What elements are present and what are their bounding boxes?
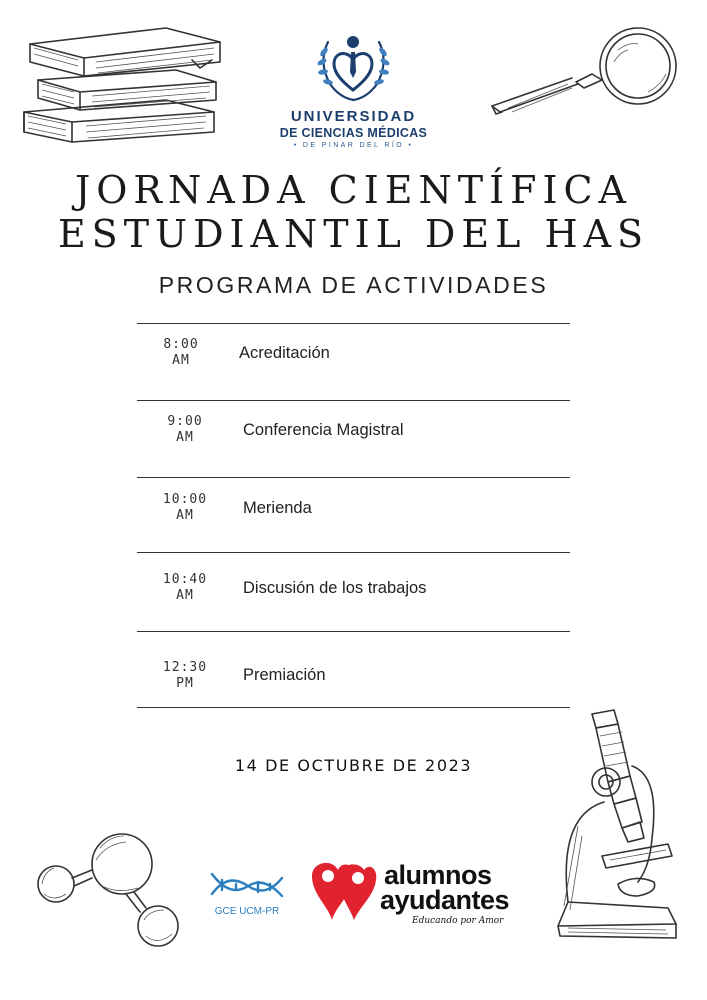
schedule-time [153, 337, 209, 369]
schedule-activity: Merienda [243, 499, 312, 517]
program-subtitle: PROGRAMA DE ACTIVIDADES [158, 272, 549, 298]
university-logo-icon [300, 28, 407, 108]
schedule-row [137, 324, 570, 400]
university-name-line1: UNIVERSIDAD [290, 108, 417, 125]
brand-word-ayudantes: ayudantes [380, 885, 510, 915]
schedule-time [157, 414, 213, 446]
university-name-line3: • DE PINAR DEL RÍO • [293, 142, 414, 149]
time-period: AM [176, 430, 194, 445]
event-title-line1: JORNADA CIENTÍFICA [74, 168, 632, 212]
schedule-activity: Acreditación [239, 344, 330, 362]
time-value: 10:00 [162, 492, 208, 507]
divider [137, 707, 570, 708]
time-value: 12:30 [162, 660, 208, 675]
time-period: AM [172, 353, 190, 368]
magnifier-icon [488, 22, 693, 122]
molecule-icon [26, 822, 192, 958]
schedule-activity: Premiación [243, 666, 326, 684]
schedule-time [157, 492, 213, 524]
schedule-activity: Discusión de los trabajos [243, 579, 427, 597]
brand-tagline: Educando por Amor [412, 916, 504, 926]
time-period: AM [176, 508, 194, 523]
schedule-row [137, 632, 570, 708]
schedule-activity: Conferencia Magistral [243, 421, 404, 439]
schedule-time [157, 572, 213, 604]
schedule-time [157, 660, 213, 692]
alumnos-ayudantes-logo-icon [306, 856, 378, 926]
schedule-row [137, 401, 570, 477]
time-value: 9:00 [167, 414, 203, 429]
schedule-row [137, 478, 570, 554]
microscope-icon [548, 706, 698, 942]
time-value: 8:00 [163, 337, 199, 352]
time-period: PM [176, 676, 194, 691]
university-name-line2: DE CIENCIAS MÉDICAS [279, 126, 428, 140]
time-value: 10:40 [162, 572, 208, 587]
event-date: 14 DE OCTUBRE DE 2023 [234, 756, 473, 775]
time-period: AM [176, 588, 194, 603]
gce-label: GCE UCM-PR [214, 906, 280, 917]
event-title-line2: ESTUDIANTIL DEL HAS [57, 212, 650, 256]
schedule-row [137, 553, 570, 629]
brand-word-alumnos: alumnos [384, 860, 492, 890]
